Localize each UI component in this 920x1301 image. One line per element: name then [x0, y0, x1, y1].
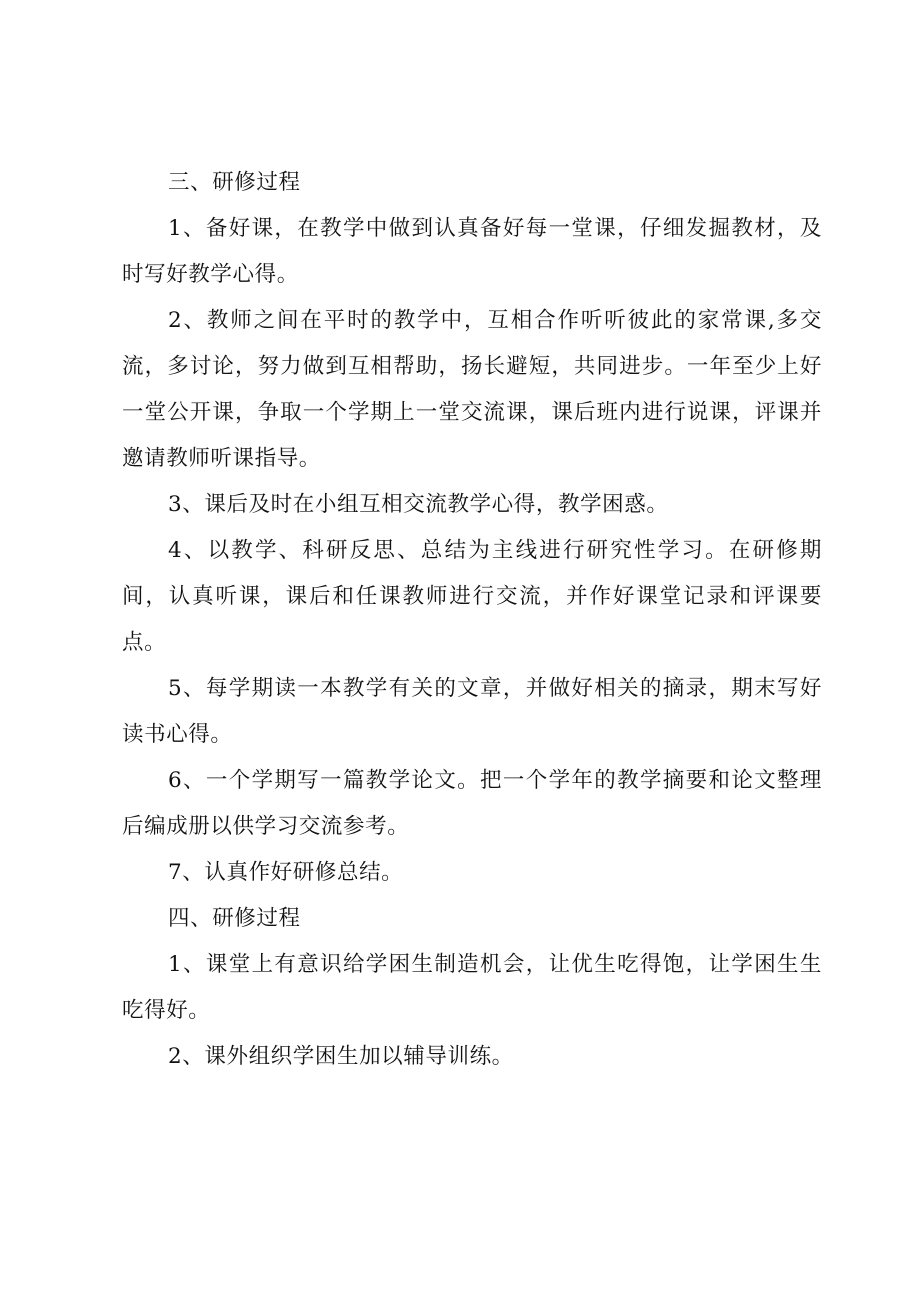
paragraph: 2、教师之间在平时的教学中，互相合作听听彼此的家常课,多交流，多讨论，努力做到互相帮助，扬长避短，共同进步。一年至少上好一堂公开课，争取一个学期上一堂交流课，课后班内进行说课，评课并邀请教师听课指导。 — [122, 308, 822, 471]
paragraph: 5、每学期读一本教学有关的文章，并做好相关的摘录，期末写好读书心得。 — [122, 676, 822, 747]
section-heading: 四、研修过程 — [168, 906, 301, 931]
paragraph: 1、课堂上有意识给学困生制造机会，让优生吃得饱，让学困生生吃得好。 — [122, 952, 822, 1023]
paragraph: 2、课外组织学困生加以辅导训练。 — [168, 1044, 514, 1069]
paragraph: 6、一个学期写一篇教学论文。把一个学年的教学摘要和论文整理后编成册以供学习交流参考。 — [122, 768, 822, 839]
paragraph: 1、备好课，在教学中做到认真备好每一堂课，仔细发掘教材，及时写好教学心得。 — [122, 216, 822, 287]
paragraph: 4、以教学、科研反思、总结为主线进行研究性学习。在研修期间，认真听课，课后和任课教师进行交流，并作好课堂记录和评课要点。 — [122, 538, 822, 655]
section-heading: 三、研修过程 — [168, 170, 301, 195]
document-body — [122, 160, 822, 1080]
paragraph: 7、认真作好研修总结。 — [168, 860, 404, 885]
paragraph: 3、课后及时在小组互相交流教学心得，教学困惑。 — [168, 492, 669, 517]
